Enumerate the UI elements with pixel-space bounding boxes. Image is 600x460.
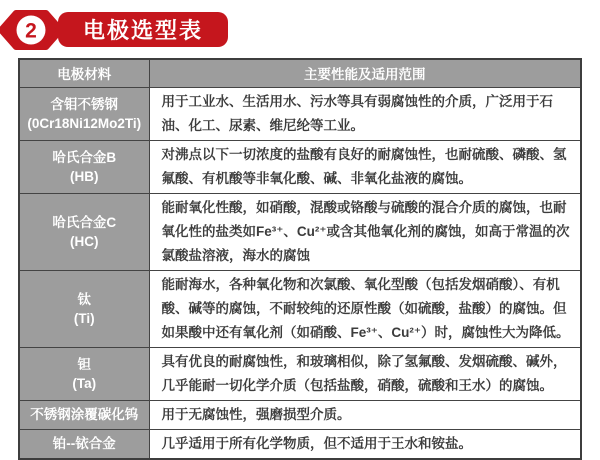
table-row xyxy=(19,429,581,459)
table-row xyxy=(19,87,581,140)
column-header-performance: 主要性能及适用范围 xyxy=(149,59,581,87)
material-code: (HB) xyxy=(70,168,99,184)
material-cell xyxy=(19,140,149,193)
material-name: 不锈钢涂覆碳化钨 xyxy=(30,407,139,422)
material-name: 钽 xyxy=(77,356,91,372)
material-name: 哈氏合金C xyxy=(52,214,117,230)
description-cell: 对沸点以下一切浓度的盐酸有良好的耐腐蚀性，也耐硫酸、磷酸、氢氟酸、有机酸等非氧化酸、碱、非氧化盐液的腐蚀。 xyxy=(149,140,581,193)
material-code: (Ta) xyxy=(72,375,97,391)
material-cell xyxy=(19,270,149,347)
table-row xyxy=(19,347,581,400)
material-name: 钛 xyxy=(77,291,91,307)
material-code: (0Cr18Ni12Mo2Ti) xyxy=(27,115,142,131)
description-cell: 用于工业水、生活用水、污水等具有弱腐蚀性的介质，广泛用于石油、化工、尿素、维尼纶等工业。 xyxy=(149,87,581,140)
description-cell: 几乎适用于所有化学物质，但不适用于王水和铵盐。 xyxy=(149,429,581,459)
material-name: 铂--铱合金 xyxy=(52,436,116,451)
table-row xyxy=(19,400,581,429)
table-row xyxy=(19,140,581,193)
material-cell xyxy=(19,193,149,270)
material-name: 哈氏合金B xyxy=(52,149,117,165)
material-name: 含钼不锈钢 xyxy=(50,96,118,112)
description-cell: 能耐海水，各种氧化物和次氯酸、氧化型酸（包括发烟硝酸）、有机酸、碱等的腐蚀，不耐较纯的还原性酸（如硫酸，盐酸）的腐蚀。但如果酸中还有氧化剂（如硝酸、Fe³⁺、Cu²⁺）时，腐蚀性大为降低。 xyxy=(149,270,581,347)
material-code: (HC) xyxy=(70,233,99,249)
description-cell: 具有优良的耐腐蚀性，和玻璃相似，除了氢氟酸、发烟硫酸、碱外，几乎能耐一切化学介质（包括盐酸，硝酸，硫酸和王水）的腐蚀。 xyxy=(149,347,581,400)
step-badge-hexagon-icon xyxy=(0,7,64,53)
electrode-selection-table xyxy=(18,58,582,460)
table-header-row xyxy=(19,59,581,87)
material-cell xyxy=(19,400,149,429)
table-row xyxy=(19,193,581,270)
column-header-material: 电极材料 xyxy=(19,59,149,87)
material-cell xyxy=(19,347,149,400)
description-cell: 能耐氧化性酸，如硝酸，混酸或铬酸与硫酸的混合介质的腐蚀，也耐氧化性的盐类如Fe³⁺、Cu²⁺或含其他氧化剂的腐蚀，如高于常温的次氯酸盐溶液，海水的腐蚀 xyxy=(149,193,581,270)
material-cell xyxy=(19,87,149,140)
material-code: (Ti) xyxy=(73,310,95,326)
description-cell: 用于无腐蚀性，强磨损型介质。 xyxy=(149,400,581,429)
table-row xyxy=(19,270,581,347)
material-cell xyxy=(19,429,149,459)
step-badge-number: 2 xyxy=(25,19,37,43)
page-header xyxy=(0,0,600,56)
page-title: 电极选型表 xyxy=(58,12,228,47)
